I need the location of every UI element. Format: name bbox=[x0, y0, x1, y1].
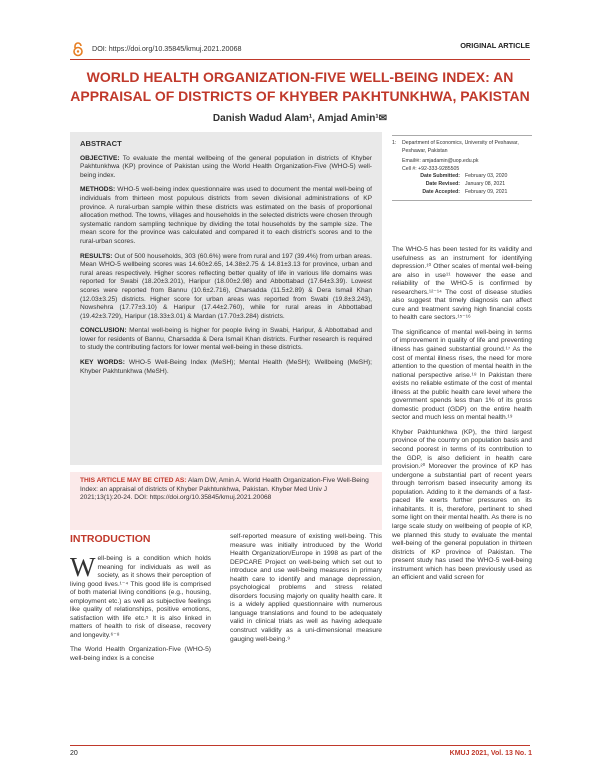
paragraph: The World Health Organization-Five (WHO-5) well-being index is a concise bbox=[70, 646, 211, 663]
methods-text: WHO-5 well-being index questionnaire was used to document the mental well-being of individuals from thirteen most populous districts from seven divisional administrations of KP province. A rural-urban sample within these districts was estimated on the basis of proportional allocation method. The towns, villages and households in the selected districts were chosen through systematic random sampling technique by dividing the total households by the sample size. The mean score for the province was calculated and compared it to each district's scores and to the rural-urban scores. bbox=[80, 186, 372, 245]
body-column-left bbox=[70, 552, 211, 670]
keywords-text: WHO-5 Well-Being Index (MeSH); Mental Health (MeSH); Wellbeing (MeSH); Khyber Pakhtunkhwa (MeSH). bbox=[80, 359, 372, 375]
conclusion-label: CONCLUSION: bbox=[80, 327, 127, 335]
affiliation-bottom-rule bbox=[392, 200, 532, 201]
affiliation-number: 1: bbox=[392, 140, 397, 146]
header-divider bbox=[70, 59, 530, 60]
conclusion-text: Mental well-being is higher for people living in Swabi, Haripur, & Abbottabad and lower for residents of Bannu, Charsadda & Dera Ismail Khan districts. Further research is required to study the contributing factors for lower mental well-being in these districts. bbox=[80, 327, 372, 352]
article-type-badge: ORIGINAL ARTICLE bbox=[456, 41, 530, 50]
date-row bbox=[392, 173, 532, 181]
methods-label: METHODS: bbox=[80, 186, 116, 194]
date-value: January 08, 2021 bbox=[465, 180, 506, 187]
body-column-right bbox=[392, 246, 532, 589]
paragraph: self-reported measure of existing well-being. This measure was initially introduced by the World Health Organization/Europe in 1998 as part of the DEPCARE Project on well-being which set out to introduce and use well-being measures in primary health care to identify and manage depression, psychological problems and stress related disorders focusing majorly on quality health care. It is a widely applied questionnaire with numerous language translations and found to be adequately valid in clinical trials as well as having adequate construct validity as a uni-dimensional measure gauging well-being.⁹ bbox=[230, 533, 382, 643]
objective-text: To evaluate the mental wellbeing of the general population in districts of Khyber Pakhtunkhwa (KP) province of Pakistan using the World Health Organization-Five (WHO-5) well-being index. bbox=[80, 154, 372, 179]
header bbox=[70, 41, 530, 58]
abstract-objective bbox=[80, 155, 372, 181]
results-text: Out of 500 households, 303 (60.6%) were from rural and 197 (39.4%) from urban areas. Mean WHO-5 wellbeing scores was 14.60±2.65, 14.38±2.75 & 14.81±3.13 for province, urban and rural areas respectively. Higher scores reflecting better quality of life in various life domains was reported for Swabi (18.20±3.201), Haripur (18.00±2.98) and Abbottabad (17.64±3.39). Lowest scores were reported from Bannu (10.6±2.716), Charsadda (11.5±2.89) & Dera Ismail Khan (12.03±3.25) districts. Higher score for urban areas was reported from Swabi (19.8±3.243), Nowshehra (17.77±3.10) & Haripur (17.44±2.760), while for rural areas in Abbottabad (19.42±3.729), Haripur (18.33±3.01) & Mardan (17.70±3.284) districts. bbox=[80, 252, 372, 320]
date-value: February 03, 2020 bbox=[465, 173, 508, 180]
paragraph: The significance of mental well-being in terms of improvement in quality of life and preventing illness has gained substantial ground.¹⁷ As the cost of mental illness rises, the need for more attention to the question of mental health in the national perspective arise.¹⁸ In Pakistan there exists no reliable estimate of the cost of mental illness at the public health care level where the government spends less than 1% of its gross domestic product (GDP) on the entire health sector and much less on mental health.¹⁹ bbox=[392, 328, 532, 422]
date-row bbox=[392, 181, 532, 189]
affiliation-email[interactable]: Email✉: amjadamin@uop.edu.pk bbox=[402, 158, 479, 165]
affiliation-block bbox=[392, 135, 532, 201]
paragraph: The WHO-5 has been tested for its validity and usefulness as an instrument for identifying depression.¹⁰ Other scales of mental well-being are also in use¹¹ however the ease and reliability of the WHO-5 is confirmed by researchers.¹²⁻¹⁴ The cost of disease studies also suggest that timely diagnosis can affect cure and treatment saving high financial costs to health care sectors.¹⁵⁻¹⁶ bbox=[392, 246, 532, 322]
abstract-conclusion bbox=[80, 327, 372, 353]
abstract-methods bbox=[80, 186, 372, 246]
affiliation-cell: Cell #: +92-333-9285505 bbox=[402, 165, 460, 172]
paragraph-text: ell-being is a condition which holds meaning for individuals as well as society, as it shows their perception of living good lives.¹⁻⁴ This good life is comprised of both material living conditions (e.g., housing, employment etc.) as well as subjective feelings like quality of relationships, positive emotions, satisfaction with life etc.⁵ It is also linked in matters of health to risk of disease, recovery and longevity.⁶⁻⁸ bbox=[70, 555, 211, 639]
introduction-heading: INTRODUCTION bbox=[70, 533, 151, 545]
citation-box bbox=[70, 472, 382, 530]
date-value: February 09, 2021 bbox=[465, 188, 508, 195]
affiliation-department: Department of Economics, University of Peshawar, Peshawar, Pakistan bbox=[402, 140, 519, 154]
paragraph: Khyber Pakhtunkhwa (KP), the third largest province of the country on population basis and second poorest in terms of its contribution to the GDP, is also deficient in health care provision.²⁰ Moreover the province of KP has undergone a substantial part of recent years through terrorism based insecurity among its population. Adding to it the demands of a fast-paced life exerts further pressures on its inhabitants. It is, therefore, pertinent to shed some light on their mental health. As there is no large scale study on wellbeing of people of KP, we planned this study to evaluate the mental well-being of the general population in thirteen districts of KP province of Pakistan. The present study has used the WHO-5 well-being instrument which has been previously used as an efficient and valid screen for bbox=[392, 428, 532, 582]
abstract-box bbox=[70, 132, 382, 465]
journal-reference: KMUJ 2021, Vol. 13 No. 1 bbox=[449, 750, 532, 757]
citation-label: THIS ARTICLE MAY BE CITED AS: bbox=[80, 477, 187, 484]
page-number: 20 bbox=[70, 750, 78, 757]
citation-text[interactable]: Alam DW, Amin A. World Health Organization-Five Well-Being Index: an appraisal of districts of Khyber Pakhtunkhwa, Pakistan. Khyber Med Univ J 2021;13(1):20-24. DOI: https://doi.org/10.35845/kmuj.2021.20068 bbox=[80, 477, 369, 502]
doi-link[interactable]: DOI: https://doi.org/10.35845/kmuj.2021.20068 bbox=[92, 44, 242, 53]
keywords-label: KEY WORDS: bbox=[80, 359, 125, 367]
abstract-heading: ABSTRACT bbox=[80, 139, 122, 148]
results-label: RESULTS: bbox=[80, 252, 113, 260]
drop-cap: W bbox=[70, 552, 96, 582]
abstract-keywords bbox=[80, 359, 372, 376]
date-label: Date Submitted: bbox=[420, 173, 460, 180]
objective-label: OBJECTIVE: bbox=[80, 154, 120, 162]
authors: Danish Wadud Alam¹, Amjad Amin¹✉ bbox=[212, 113, 388, 124]
date-label: Date Accepted: bbox=[422, 188, 460, 195]
article-title: WORLD HEALTH ORGANIZATION-FIVE WELL-BEING INDEX: AN APPRAISAL OF DISTRICTS OF KHYBER PAKHTUNKHWA, PAKISTAN bbox=[70, 69, 530, 104]
date-row bbox=[392, 189, 532, 197]
open-access-lock-icon bbox=[70, 41, 86, 57]
footer-divider bbox=[70, 745, 530, 746]
paragraph bbox=[70, 552, 211, 640]
body-column-middle bbox=[230, 533, 382, 650]
date-label: Date Revised: bbox=[425, 180, 460, 187]
abstract-results bbox=[80, 253, 372, 322]
